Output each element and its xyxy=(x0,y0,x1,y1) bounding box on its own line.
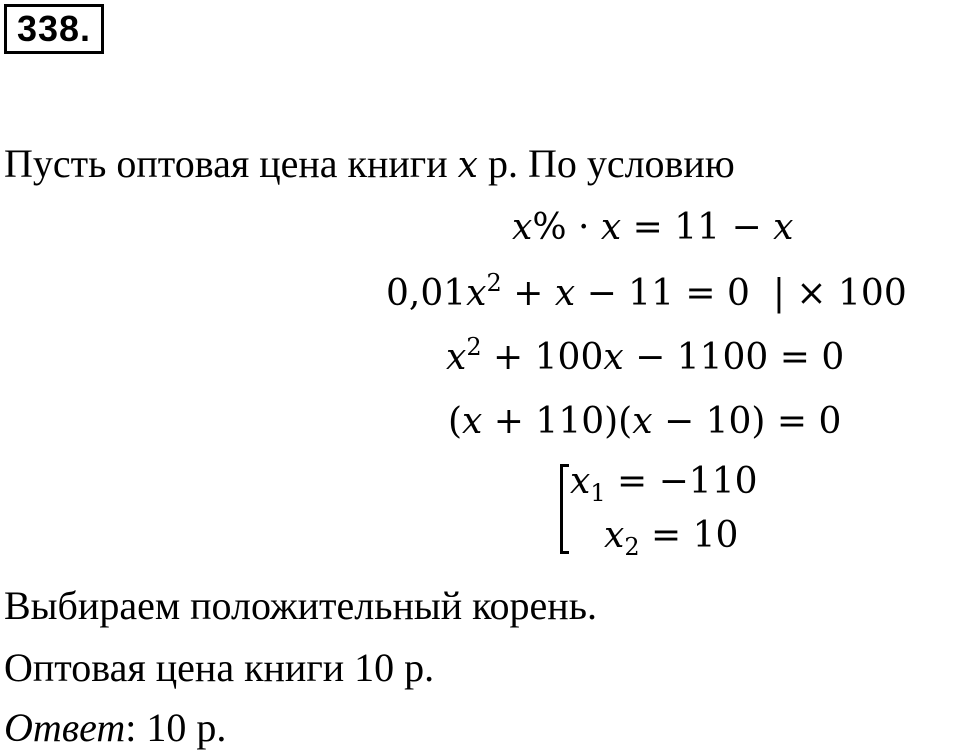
intro-tail: р. По условию xyxy=(487,141,735,186)
conclusion-line-2: Оптовая цена книги 10 р. xyxy=(4,645,435,690)
answer-line xyxy=(4,705,227,750)
square-bracket xyxy=(560,464,569,554)
root-2: $x_2 = 10$ xyxy=(604,515,739,561)
root-1: $x_1 = -110$ xyxy=(570,461,758,507)
conclusion-line-1: Выбираем положительный корень. xyxy=(4,583,597,628)
equation-1: x% · x = 11 − x xyxy=(512,207,794,248)
intro-line xyxy=(4,141,735,186)
equation-4: (x + 110)(x − 10) = 0 xyxy=(448,401,842,442)
intro-text: Пусть оптовая цена книги xyxy=(4,141,448,186)
answer-label: Ответ xyxy=(4,705,126,750)
roots-system xyxy=(560,460,800,561)
equation-3: $x^2 + 100x - 1100 = 0$ xyxy=(446,333,845,378)
equation-2: $0,01x^2 + x - 11 = 0$ | × 100 xyxy=(386,269,907,314)
answer-value: : 10 р. xyxy=(125,705,227,750)
problem-number-badge: 338. xyxy=(4,4,104,54)
intro-variable: x xyxy=(457,145,478,186)
